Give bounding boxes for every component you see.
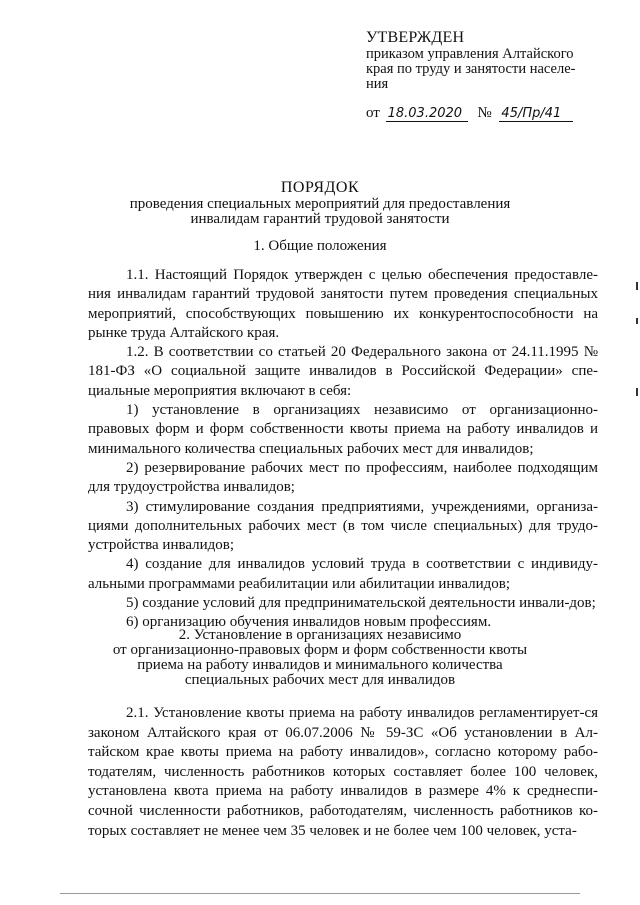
heading-line: от организационно-правовых форм и форм собственности квоты — [112, 642, 528, 658]
section-1-heading: 1. Общие положения — [253, 238, 387, 254]
scan-edge-mark — [636, 282, 638, 290]
approval-block — [366, 30, 616, 122]
paragraph: 1.1. Настоящий Порядок утвержден с целью обеспечения предоставле-ния инвалидам гарантий трудовой занятости путем проведения специальных мероприятий, способствующих повышению их конкурентоспособности на рынке труда Алтайского края. — [88, 267, 598, 341]
heading-line: приема на работу инвалидов и минимального количества — [137, 657, 503, 673]
section-2-heading — [0, 628, 640, 688]
approval-line: края по труду и занятости населе- — [366, 61, 576, 77]
paragraph: 1.2. В соответствии со статьей 20 Федерального закона от 24.11.1995 № 181-ФЗ «О социальной защите инвалидов в Российской Федерации» спе-циальные мероприятия включают в себя: — [88, 344, 598, 399]
scan-footer-rule — [60, 893, 580, 894]
handwritten-number: 45/Пр/41 — [499, 107, 573, 122]
list-item: 3) стимулирование создания предприятиями, учреждениями, организа-циями дополнительных рабочих мест (в том числе специальных) для трудо-устройства инвалидов; — [88, 498, 598, 554]
approval-heading: УТВЕРЖДЕН — [366, 29, 465, 46]
from-label: от — [366, 105, 380, 121]
title-line: проведения специальных мероприятий для предоставления — [129, 196, 511, 212]
approval-line: приказом управления Алтайского — [366, 46, 574, 62]
heading-line: специальных рабочих мест для инвалидов — [184, 672, 456, 688]
paragraph: 2.1. Установление квоты приема на работу инвалидов регламентирует-ся законом Алтайского края от 06.07.2006 № 59-ЗС «Об установлении в Ал-тайском крае квоты приема на работу инвалидов», согласно которому рабо-тодателям, численность работников которых составляет более 100 человек, установлена квота приема на работу инвалидов в размере 4% к среднеспи-сочной численности работников, работодателям, численность работников ко-торых составляет не менее чем 35 человек и не более чем 100 человек, уста- — [88, 705, 598, 839]
handwritten-date: 18.03.2020 — [386, 107, 468, 122]
scan-edge-mark — [636, 388, 638, 396]
list-item: 4) создание для инвалидов условий труда в соответствии с индивиду-альными программами реабилитации или абилитации инвалидов; — [88, 556, 598, 592]
section-2-body — [88, 704, 598, 841]
scan-edge-mark — [636, 318, 638, 324]
list-item: 2) резервирование рабочих мест по профессиям, наиболее подходящим для трудоустройства инвалидов; — [88, 459, 598, 496]
number-label: № — [477, 105, 492, 121]
section-1-body — [88, 266, 598, 633]
title-main: ПОРЯДОК — [280, 179, 360, 196]
list-item: 6) организацию обучения инвалидов новым профессиям. — [126, 614, 492, 631]
title-line: инвалидам гарантий трудовой занятости — [190, 211, 450, 227]
list-item: 5) создание условий для предпринимательской деятельности инвали-дов; — [126, 595, 596, 612]
approval-line: ния — [366, 76, 389, 92]
document-title — [0, 180, 640, 227]
list-item: 1) установление в организациях независимо от организационно-правовых форм и форм собственности квоты приема на работу инвалидов и минимального количества специальных рабочих мест для инвалидов; — [88, 402, 598, 457]
heading-line: 2. Установление в организациях независимо — [178, 627, 462, 643]
approval-signature-line — [366, 106, 616, 122]
